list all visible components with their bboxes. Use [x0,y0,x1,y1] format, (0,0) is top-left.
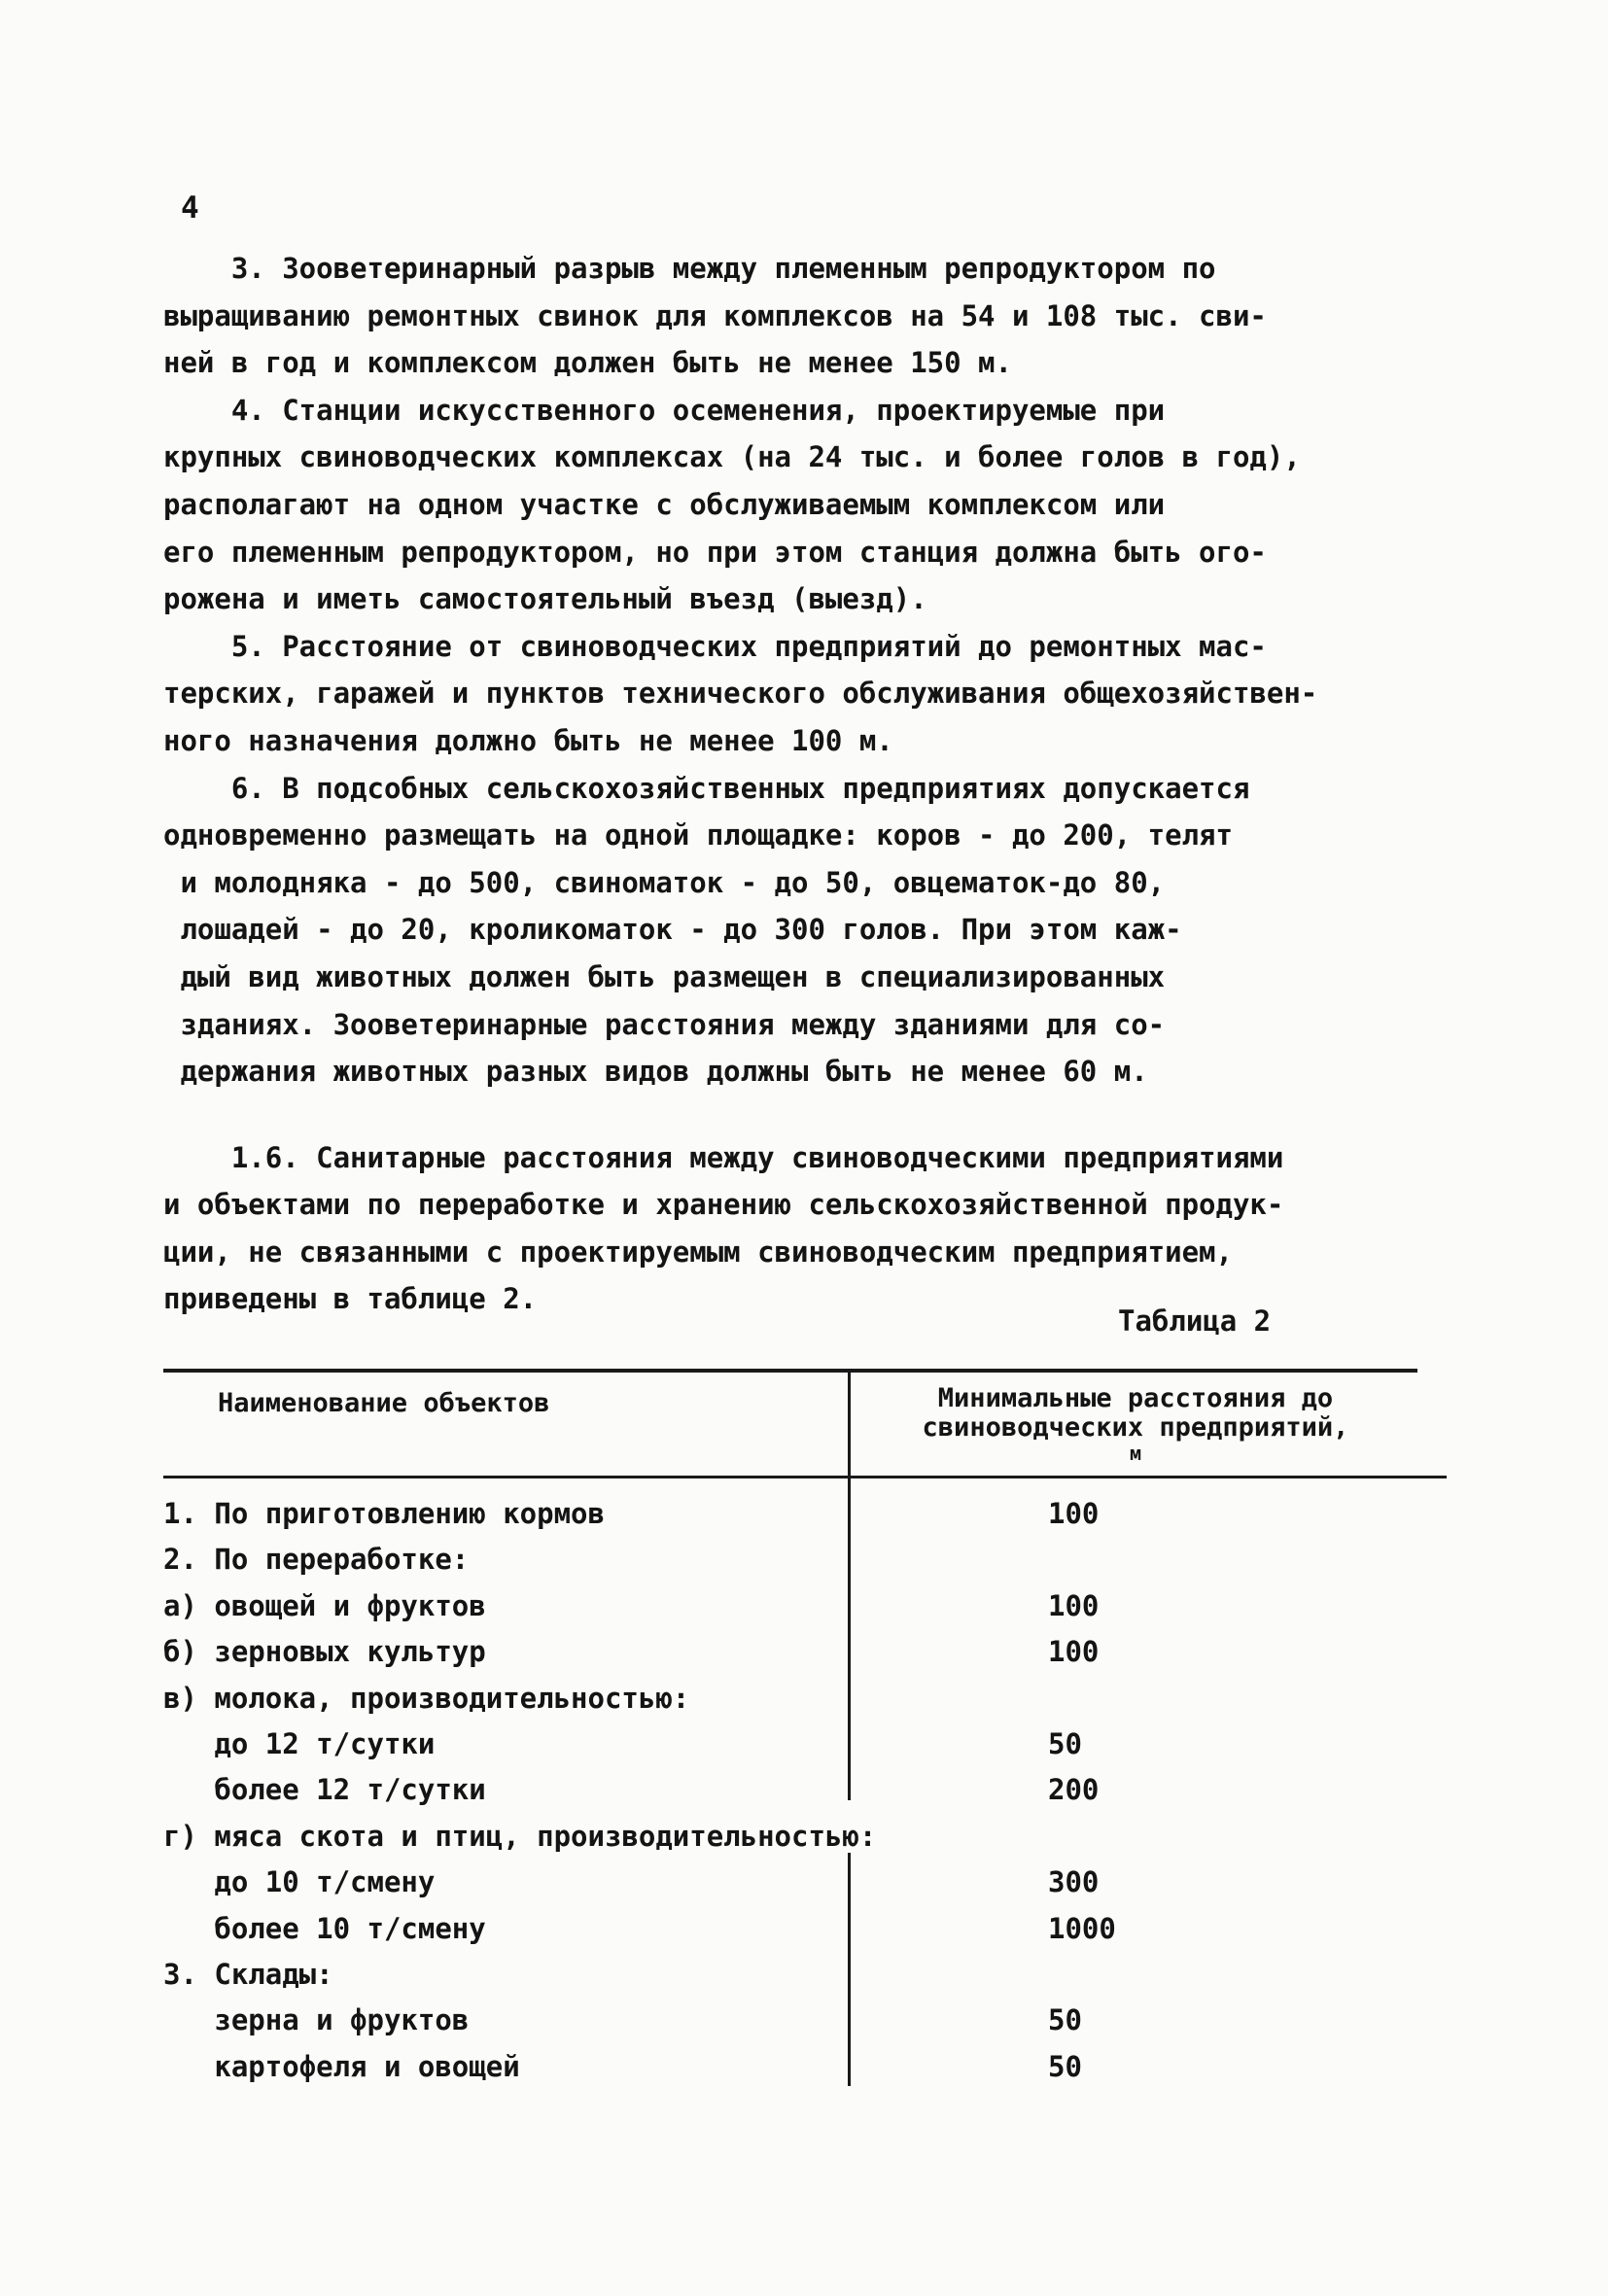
table-row [163,1727,1136,1773]
text-line: держания животных разных видов должны быть не менее 60 м. [163,1055,1148,1089]
row-value: 100 [1048,1635,1100,1669]
body-text [163,245,1437,1323]
text-line: располагают на одном участке с обслуживаемым комплексом или [163,487,1166,521]
page-number: 4 [181,191,199,226]
paragraph-5 [163,623,1437,765]
table-body [163,1497,1136,2096]
text-line: 5. Расстояние от свиноводческих предприятий до ремонтных мас- [163,629,1267,663]
text-line: терских, гаражей и пунктов технического обслуживания общехозяйствен- [163,677,1318,711]
row-value: 200 [1048,1773,1100,1807]
text-line: дый вид животных должен быть размещен в специализированных [163,959,1166,993]
table-row [163,1543,1136,1588]
table-top-rule [163,1369,1417,1373]
table-row [163,1497,1136,1543]
paragraph-spacer [163,1096,1437,1134]
paragraph-4 [163,387,1437,623]
text-line: его племенным репродуктором, но при этом станция должна быть огo- [163,535,1267,569]
row-value: 50 [1048,2049,1082,2083]
table-caption: Таблица 2 [1118,1305,1272,1338]
row-name: а) овощей и фруктов [163,1588,486,1622]
table-row [163,1912,1136,1958]
text-line: крупных свиноводческих комплексах (на 24 тыс. и более голов в год), [163,440,1301,474]
table-header-left: Наименование объектов [218,1388,550,1418]
row-name: до 12 т/сутки [163,1726,436,1760]
table-row [163,1773,1136,1819]
text-line: ного назначения должно быть не менее 100 м. [163,723,893,757]
table-row [163,2050,1136,2096]
row-name: 3. Склады: [163,1957,333,1991]
table-row [163,1820,1136,1865]
row-value: 50 [1048,2003,1082,2037]
row-value: 50 [1048,1726,1082,1760]
table-header-right [883,1384,1388,1464]
row-name: зерна и фруктов [163,2003,470,2037]
row-name: более 12 т/сутки [163,1773,486,1807]
table-row [163,1589,1136,1635]
text-line: выращиванию ремонтных свинок для комплексов на 54 и 108 тыс. сви- [163,298,1267,332]
table-row [163,1635,1136,1681]
text-line: рожена и иметь самостоятельный въезд (выезд). [163,582,927,616]
text-line: одновременно размещать на одной площадке: коров - до 200, телят [163,818,1233,852]
text-line: и объектами по переработке и хранению сельскохозяйственной продук- [163,1188,1284,1222]
row-name: картофеля и овощей [163,2049,520,2083]
text-line: 3. Зооветеринарный разрыв между племенным репродуктором по [163,252,1216,285]
paragraph-3 [163,245,1437,387]
row-name: более 10 т/смену [163,1911,486,1945]
table-row [163,2003,1136,2049]
text-line: 6. В подсобных сельскохозяйственных предприятиях допускается [163,771,1250,805]
text-line: лошадей - до 20, кроликоматок - до 300 голов. При этом каж- [163,913,1182,947]
table-row [163,1865,1136,1911]
row-name: г) мяса скота и птиц, производительностью: [163,1819,877,1853]
row-name: в) молока, производительностью: [163,1681,690,1715]
text-line: 4. Станции искусственного осеменения, проектируемые при [163,393,1166,427]
table-header-rule [163,1476,1447,1478]
row-value: 1000 [1048,1911,1116,1945]
text-line: 1.6. Санитарные расстояния между свиноводческими предприятиями [163,1140,1284,1174]
row-name: 2. По переработке: [163,1543,470,1577]
text-line: приведены в таблице 2. [163,1282,538,1316]
table-row [163,1958,1136,2003]
text-line: зданиях. Зооветеринарные расстояния между зданиями для со- [163,1007,1166,1041]
paragraph-6 [163,765,1437,1096]
header-line: м [1129,1442,1142,1465]
row-name: до 10 т/смену [163,1865,436,1899]
text-line: и молодняка - до 500, свиноматок - до 50, овцематок-до 80, [163,865,1166,899]
paragraph-1-6 [163,1134,1437,1323]
row-value: 300 [1048,1865,1100,1899]
row-value: 100 [1048,1588,1100,1622]
header-line: Минимальные расстояния до [937,1383,1334,1413]
row-name: 1. По приготовлению кормов [163,1497,605,1530]
row-value: 100 [1048,1497,1100,1530]
row-name: б) зерновых культур [163,1635,486,1669]
text-line: ней в год и комплексом должен быть не менее 150 м. [163,346,1012,380]
header-line: свиноводческих предприятий, [922,1412,1349,1443]
text-line: ции, не связанными с проектируемым свиноводческим предприятием, [163,1235,1233,1269]
table-row [163,1682,1136,1727]
